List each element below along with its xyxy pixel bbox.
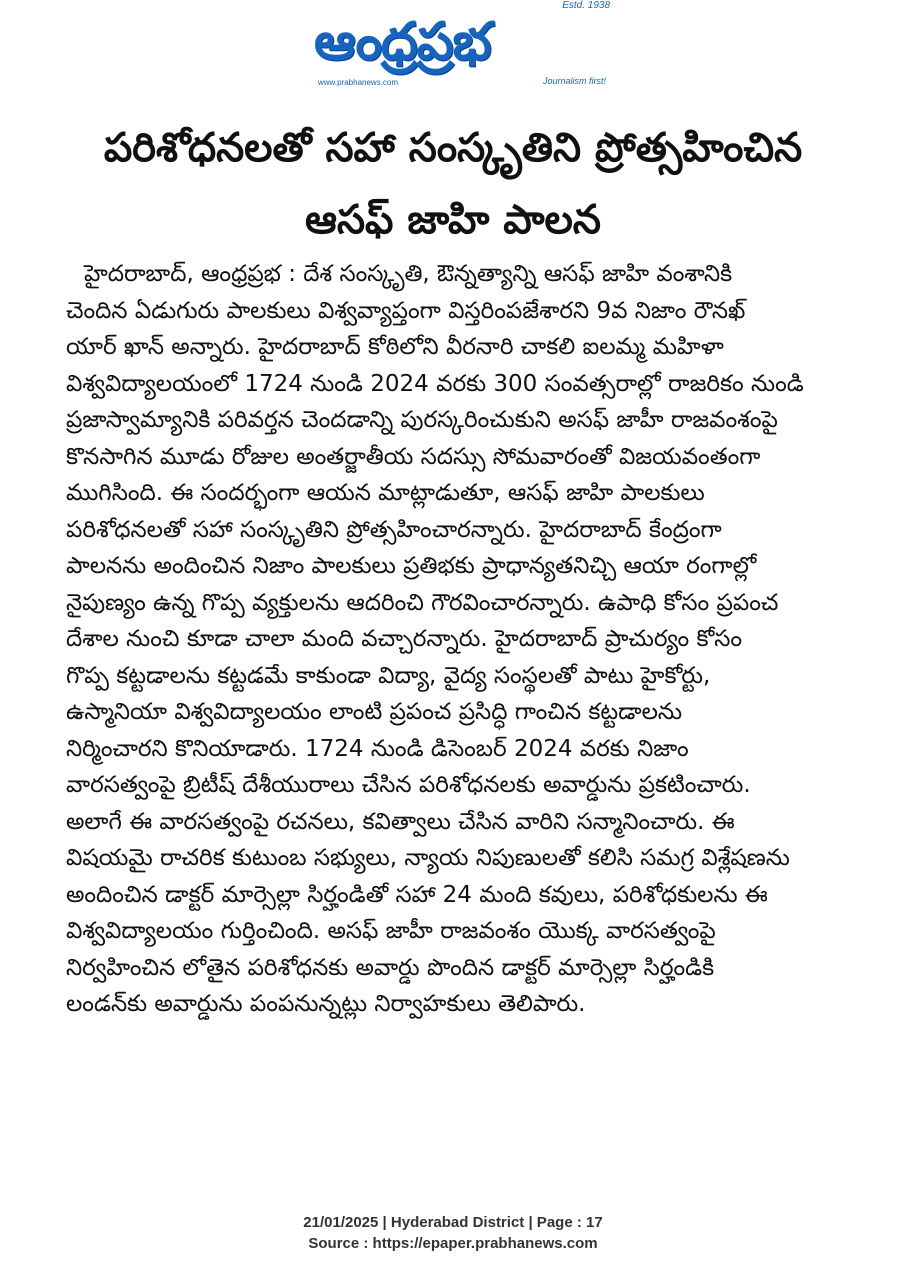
article-line: నైపుణ్యం ఉన్న గొప్ప వ్యక్తులను ఆదరించి గౌరవించారన్నారు. ఉపాధి కోసం ప్రపంచ — [66, 589, 779, 616]
article-line: పరిశోధనలతో సహా సంస్కృతిని ప్రోత్సహించారన్నారు. హైదరాబాద్ కేంద్రంగా — [66, 516, 722, 543]
article-body — [66, 256, 886, 1023]
article-line: కొనసాగిన మూడు రోజుల అంతర్జాతీయ సదస్సు సోమవారంతో విజయవంతంగా — [66, 443, 761, 470]
article-line: వారసత్వంపై బ్రిటీష్ దేశీయురాలు చేసిన పరిశోధనలకు అవార్డును ప్రకటించారు. — [66, 772, 751, 798]
article-line: అందించిన డాక్టర్ మార్సెల్లా సిర్హండితో సహా 24 మంది కవులు, పరిశోధకులను ఈ — [66, 881, 768, 908]
article-line: నిర్మించారని కొనియాడారు. 1724 నుండి డిసెంబర్ 2024 వరకు నిజాం — [66, 735, 689, 762]
masthead-site: www.prabhanews.com — [318, 78, 399, 87]
masthead-tagline: Journalism first! — [542, 76, 606, 86]
article-line: చెందిన ఏడుగురు పాలకులు విశ్వవ్యాప్తంగా విస్తరింపజేశారని 9వ నిజాం రౌనఖ్ — [66, 297, 746, 324]
article-line: యార్ ఖాన్ అన్నారు. హైదరాబాద్ కోఠిలోని వీరనారి చాకలి ఐలమ్మ మహిళా — [66, 334, 724, 360]
article-line: గొప్ప కట్టడాలను కట్టడమే కాకుండా విద్యా, వైద్య సంస్థలతో పాటు హైకోర్టు, — [66, 662, 711, 689]
article-line: హైదరాబాద్, ఆంధ్రప్రభ : దేశ సంస్కృతి, ఔన్నత్యాన్ని ఆసఫ్ జాహి వంశానికి — [84, 261, 733, 287]
article-line: విశ్వవిద్యాలయంలో 1724 నుండి 2024 వరకు 300 సంవత్సరాల్లో రాజరికం నుండి — [66, 370, 804, 397]
masthead-estd: Estd. 1938 — [562, 0, 610, 11]
footer-edition-info: 21/01/2025 | Hyderabad District | Page : 17 — [303, 1214, 603, 1231]
article-line: విశ్వవిద్యాలయం గుర్తించింది. అసఫ్ జాహీ రాజవంశం యొక్క వారసత్వంపై — [66, 918, 716, 944]
article-line: పాలనను అందించిన నిజాం పాలకులు ప్రతిభకు ప్రాధాన్యతనిచ్చి ఆయా రంగాల్లో — [66, 553, 757, 579]
article-line: విషయమై రాచరిక కుటుంబ సభ్యులు, న్యాయ నిపుణులతో కలిసి సమగ్ర విశ్లేషణను — [66, 845, 790, 871]
page-footer — [0, 1212, 906, 1254]
article-headline — [20, 112, 886, 256]
headline-line-2: ఆసఫ్ జాహి పాలన — [305, 197, 601, 243]
article-line: ముగిసింది. ఈ సందర్భంగా ఆయన మాట్లాడుతూ, ఆసఫ్ జాహి పాలకులు — [66, 480, 705, 506]
article-line: నిర్వహించిన లోతైన పరిశోధనకు అవార్డు పొందిన డాక్టర్ మార్సెల్లా సిర్హండికి — [66, 954, 715, 981]
article-line: ప్రజాస్వామ్యానికి పరివర్తన చెందడాన్ని పురస్కరించుకుని అసఫ్ జాహీ రాజవంశంపై — [66, 407, 778, 433]
headline-line-1: పరిశోధనలతో సహా సంస్కృతిని ప్రోత్సహించిన — [103, 125, 803, 171]
article-line: అలాగే ఈ వారసత్వంపై రచనలు, కవిత్వాలు చేసిన వారిని సన్మానించారు. ఈ — [66, 808, 735, 835]
masthead — [300, 0, 620, 100]
article-line: ఉస్మానియా విశ్వవిద్యాలయం లాంటి ప్రపంచ ప్రసిద్ధి గాంచిన కట్టడాలను — [66, 699, 683, 725]
article-line: లండన్‌కు అవార్డును పంపనున్నట్లు నిర్వాహకులు తెలిపారు. — [66, 991, 586, 1017]
newspaper-logo: ఆంధ్రప్రభ — [314, 12, 491, 72]
footer-source: Source : https://epaper.prabhanews.com — [308, 1235, 598, 1252]
article-line: దేశాల నుంచి కూడా చాలా మంది వచ్చారన్నారు. హైదరాబాద్ ప్రాచుర్యం కోసం — [66, 626, 743, 652]
